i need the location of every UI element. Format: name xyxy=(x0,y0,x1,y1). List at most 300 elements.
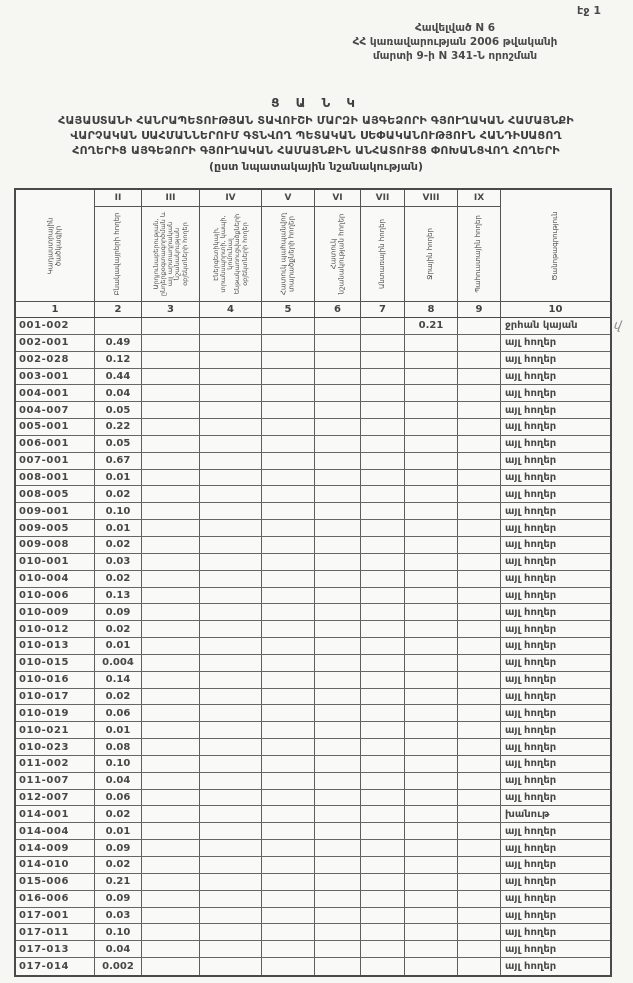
cell-cadastral-code: 010-004 xyxy=(16,571,95,587)
cell-note: այլ հողեր xyxy=(505,488,557,500)
cell-area-value-col6 xyxy=(315,537,361,553)
cell-area-value-col2: 0.06 xyxy=(95,790,142,806)
cell-area-value-col6 xyxy=(315,621,361,637)
cell-area-value-col4 xyxy=(200,840,262,856)
cell-area-value-col6 xyxy=(315,773,361,789)
cell-area-value-col6 xyxy=(315,958,361,975)
column-header-label-cell xyxy=(405,207,457,301)
cell-area-value-col6 xyxy=(315,739,361,755)
cell-area-value-col9 xyxy=(458,537,501,553)
cell-area-value-col4 xyxy=(200,621,262,637)
cell-area-value-col9 xyxy=(458,604,501,620)
cell-area-value-col4 xyxy=(200,436,262,452)
cell-area-value-col5 xyxy=(262,352,315,368)
cell-note: այլ հողեր xyxy=(505,421,557,433)
cell-area-value-col2: 0.09 xyxy=(95,604,142,620)
cell-note: այլ հողեր xyxy=(505,539,557,551)
table-row xyxy=(16,520,610,537)
appendix-line: ՀՀ կառավարության 2006 թվականի xyxy=(352,36,558,49)
table-row xyxy=(16,924,610,941)
cell-area-value-col2: 0.02 xyxy=(95,537,142,553)
cell-area-value-col8 xyxy=(405,352,458,368)
column-header-label-cell xyxy=(142,207,199,301)
cell-area-value-col3 xyxy=(142,958,200,975)
cell-area-value-col7 xyxy=(361,823,405,839)
cell-note: այլ հողեր xyxy=(505,640,557,652)
cell-cadastral-code: 007-001 xyxy=(16,453,95,469)
cell-area-value-col5 xyxy=(262,503,315,519)
table-row xyxy=(16,874,610,891)
cell-area-value-col6 xyxy=(315,588,361,604)
cell-area-value-col5 xyxy=(262,318,315,334)
column-number: 2 xyxy=(95,302,142,317)
cell-area-value-col3 xyxy=(142,436,200,452)
cell-area-value-col6 xyxy=(315,470,361,486)
cell-note: այլ հողեր xyxy=(505,707,557,719)
cell-area-value-col6 xyxy=(315,756,361,772)
cell-area-value-col5 xyxy=(262,756,315,772)
cell-area-value-col4 xyxy=(200,520,262,536)
cell-area-value-col3 xyxy=(142,722,200,738)
cell-area-value-col9 xyxy=(458,335,501,351)
column-header-2 xyxy=(95,190,142,301)
cell-area-value-col5 xyxy=(262,705,315,721)
cell-cadastral-code: 005-001 xyxy=(16,419,95,435)
cell-cadastral-code: 004-007 xyxy=(16,402,95,418)
column-header-label: Ծանոթագրություն xyxy=(550,210,559,281)
appendix-line: Հավելված N 6 xyxy=(414,22,496,34)
cell-area-value-col6 xyxy=(315,571,361,587)
cell-area-value-col9 xyxy=(458,352,501,368)
column-header-label-cell xyxy=(262,207,314,301)
cell-area-value-col6 xyxy=(315,520,361,536)
cell-area-value-col6 xyxy=(315,604,361,620)
column-header-label-cell xyxy=(200,207,261,301)
cell-area-value-col7 xyxy=(361,891,405,907)
cell-area-value-col7 xyxy=(361,503,405,519)
cell-area-value-col8 xyxy=(405,385,458,401)
cell-area-value-col8 xyxy=(405,840,458,856)
cell-area-value-col9 xyxy=(458,385,501,401)
cell-area-value-col8 xyxy=(405,537,458,553)
cell-area-value-col3 xyxy=(142,941,200,957)
cell-area-value-col8 xyxy=(405,571,458,587)
cell-area-value-col7 xyxy=(361,520,405,536)
table-row xyxy=(16,857,610,874)
column-header-label-cell xyxy=(315,207,360,301)
cell-area-value-col6 xyxy=(315,436,361,452)
cell-cadastral-code: 015-006 xyxy=(16,874,95,890)
cell-area-value-col3 xyxy=(142,419,200,435)
cell-area-value-col3 xyxy=(142,621,200,637)
cell-area-value-col5 xyxy=(262,554,315,570)
cell-cadastral-code: 002-028 xyxy=(16,352,95,368)
cell-area-value-col3 xyxy=(142,672,200,688)
cell-area-value-col2: 0.01 xyxy=(95,823,142,839)
cell-area-value-col9 xyxy=(458,773,501,789)
cell-area-value-col4 xyxy=(200,419,262,435)
cell-area-value-col4 xyxy=(200,739,262,755)
cell-area-value-col2: 0.01 xyxy=(95,722,142,738)
cell-cadastral-code: 006-001 xyxy=(16,436,95,452)
cell-area-value-col6 xyxy=(315,385,361,401)
handwritten-mark: վ xyxy=(612,317,623,333)
cell-cadastral-code: 010-012 xyxy=(16,621,95,637)
cell-area-value-col2: 0.02 xyxy=(95,857,142,873)
cell-area-value-col5 xyxy=(262,806,315,822)
cell-area-value-col4 xyxy=(200,369,262,385)
cell-area-value-col2: 0.01 xyxy=(95,520,142,536)
cell-area-value-col8 xyxy=(405,958,458,975)
cell-area-value-col2: 0.04 xyxy=(95,385,142,401)
cell-area-value-col6 xyxy=(315,857,361,873)
cell-area-value-col3 xyxy=(142,705,200,721)
cell-area-value-col9 xyxy=(458,823,501,839)
cell-area-value-col4 xyxy=(200,790,262,806)
page-number-label: էջ 1 xyxy=(577,4,601,17)
cell-area-value-col5 xyxy=(262,638,315,654)
cell-area-value-col9 xyxy=(458,571,501,587)
cell-area-value-col4 xyxy=(200,689,262,705)
title-line: ՎԱՐՉԱԿԱՆ ՍԱՀՄԱՆՆԵՐՈՒՄ ԳՏՆՎՈՂ ՊԵՏԱԿԱՆ ՍԵՓԱԿԱՆՈՒԹՅՈՒՆ ՀԱՆԴԻՍԱՑՈՂ xyxy=(70,129,562,143)
cell-area-value-col4 xyxy=(200,806,262,822)
column-number: 5 xyxy=(262,302,315,317)
cell-area-value-col6 xyxy=(315,823,361,839)
cell-cadastral-code: 010-001 xyxy=(16,554,95,570)
table-row xyxy=(16,891,610,908)
cell-note: այլ հողեր xyxy=(505,926,557,938)
cell-area-value-col2: 0.10 xyxy=(95,756,142,772)
cell-area-value-col5 xyxy=(262,924,315,940)
column-header-5 xyxy=(262,190,315,301)
cell-cadastral-code: 017-013 xyxy=(16,941,95,957)
cell-cadastral-code: 010-009 xyxy=(16,604,95,620)
cell-cadastral-code: 011-002 xyxy=(16,756,95,772)
cell-area-value-col3 xyxy=(142,537,200,553)
cell-area-value-col7 xyxy=(361,857,405,873)
cell-area-value-col5 xyxy=(262,453,315,469)
cell-area-value-col7 xyxy=(361,908,405,924)
cell-area-value-col8 xyxy=(405,402,458,418)
cell-area-value-col8 xyxy=(405,773,458,789)
column-number: 6 xyxy=(315,302,361,317)
cell-cadastral-code: 012-007 xyxy=(16,790,95,806)
cell-area-value-col2: 0.04 xyxy=(95,773,142,789)
cell-cadastral-code: 002-001 xyxy=(16,335,95,351)
column-roman-numeral: VII xyxy=(361,190,404,207)
cell-area-value-col3 xyxy=(142,874,200,890)
table-row xyxy=(16,958,610,975)
cell-cadastral-code: 009-001 xyxy=(16,503,95,519)
cell-area-value-col5 xyxy=(262,621,315,637)
table-row xyxy=(16,318,610,335)
cell-area-value-col2: 0.06 xyxy=(95,705,142,721)
column-number: 10 xyxy=(548,304,563,315)
cell-area-value-col7 xyxy=(361,621,405,637)
cell-area-value-col6 xyxy=(315,672,361,688)
cell-area-value-col7 xyxy=(361,352,405,368)
cell-area-value-col6 xyxy=(315,486,361,502)
column-header-label: Հատուկ նշանակության հողեր xyxy=(328,213,345,295)
cell-area-value-col8 xyxy=(405,908,458,924)
cell-area-value-col6 xyxy=(315,655,361,671)
cell-note: այլ հողեր xyxy=(505,758,557,770)
cell-area-value-col7 xyxy=(361,537,405,553)
cell-area-value-col8 xyxy=(405,672,458,688)
cell-area-value-col6 xyxy=(315,790,361,806)
title-subtitle: (ըստ նպատակային նշանակության) xyxy=(209,159,423,173)
cell-area-value-col8 xyxy=(405,604,458,620)
cell-area-value-col6 xyxy=(315,318,361,334)
cell-cadastral-code: 010-023 xyxy=(16,739,95,755)
cell-area-value-col7 xyxy=(361,470,405,486)
cell-area-value-col2: 0.02 xyxy=(95,806,142,822)
cell-area-value-col3 xyxy=(142,790,200,806)
cell-area-value-col3 xyxy=(142,520,200,536)
column-header-4 xyxy=(200,190,262,301)
cell-area-value-col5 xyxy=(262,486,315,502)
cell-area-value-col2: 0.13 xyxy=(95,588,142,604)
cell-area-value-col9 xyxy=(458,318,501,334)
cell-area-value-col7 xyxy=(361,756,405,772)
cell-note: այլ հողեր xyxy=(505,775,557,787)
cell-area-value-col6 xyxy=(315,908,361,924)
cell-area-value-col9 xyxy=(458,453,501,469)
column-header-label: Հատուկ պահպանվող տարածքների հողեր xyxy=(279,212,295,296)
cell-area-value-col4 xyxy=(200,705,262,721)
cell-area-value-col7 xyxy=(361,335,405,351)
column-number: 3 xyxy=(142,302,200,317)
cell-area-value-col8 xyxy=(405,941,458,957)
cell-area-value-col7 xyxy=(361,604,405,620)
cell-note: այլ հողեր xyxy=(505,842,557,854)
cell-area-value-col8 xyxy=(405,705,458,721)
cell-cadastral-code: 010-016 xyxy=(16,672,95,688)
column-number: 4 xyxy=(200,302,262,317)
cell-area-value-col9 xyxy=(458,790,501,806)
table-row xyxy=(16,554,610,571)
cell-area-value-col5 xyxy=(262,419,315,435)
cell-area-value-col8 xyxy=(405,436,458,452)
cell-area-value-col5 xyxy=(262,520,315,536)
cell-area-value-col6 xyxy=(315,924,361,940)
document-title-block xyxy=(8,96,624,173)
cell-area-value-col4 xyxy=(200,823,262,839)
table-row xyxy=(16,402,610,419)
cell-area-value-col8 xyxy=(405,790,458,806)
cell-area-value-col6 xyxy=(315,453,361,469)
cell-note: այլ հողեր xyxy=(505,455,557,467)
cell-area-value-col8 xyxy=(405,722,458,738)
cell-area-value-col7 xyxy=(361,722,405,738)
cell-area-value-col7 xyxy=(361,571,405,587)
cell-cadastral-code: 004-001 xyxy=(16,385,95,401)
cell-cadastral-code: 014-004 xyxy=(16,823,95,839)
cell-area-value-col2: 0.002 xyxy=(95,958,142,975)
cell-area-value-col9 xyxy=(458,436,501,452)
cell-area-value-col6 xyxy=(315,503,361,519)
table-row xyxy=(16,840,610,857)
cell-area-value-col9 xyxy=(458,840,501,856)
cell-area-value-col9 xyxy=(458,705,501,721)
cell-cadastral-code: 011-007 xyxy=(16,773,95,789)
column-roman-numeral: III xyxy=(142,190,199,207)
column-header-1 xyxy=(16,190,95,301)
cell-area-value-col4 xyxy=(200,402,262,418)
cell-cadastral-code: 014-009 xyxy=(16,840,95,856)
cell-area-value-col7 xyxy=(361,689,405,705)
cell-area-value-col2: 0.02 xyxy=(95,621,142,637)
table-row xyxy=(16,571,610,588)
cell-area-value-col3 xyxy=(142,891,200,907)
cell-area-value-col4 xyxy=(200,638,262,654)
cell-note: այլ հողեր xyxy=(505,573,557,585)
cell-area-value-col9 xyxy=(458,672,501,688)
cell-cadastral-code: 009-008 xyxy=(16,537,95,553)
cell-area-value-col9 xyxy=(458,941,501,957)
cell-note: այլ հողեր xyxy=(505,623,557,635)
cell-area-value-col4 xyxy=(200,604,262,620)
cell-area-value-col8 xyxy=(405,486,458,502)
cell-cadastral-code: 008-005 xyxy=(16,486,95,502)
column-header-10 xyxy=(501,190,610,301)
cell-area-value-col2: 0.02 xyxy=(95,689,142,705)
cell-area-value-col8 xyxy=(405,924,458,940)
cell-area-value-col5 xyxy=(262,588,315,604)
cell-area-value-col2: 0.05 xyxy=(95,402,142,418)
cell-area-value-col8 xyxy=(405,823,458,839)
table-row xyxy=(16,604,610,621)
column-header-label: Բնակավայրերի հողեր xyxy=(113,212,122,296)
cell-area-value-col9 xyxy=(458,756,501,772)
cell-area-value-col7 xyxy=(361,638,405,654)
cell-area-value-col9 xyxy=(458,520,501,536)
table-row xyxy=(16,470,610,487)
cell-area-value-col5 xyxy=(262,908,315,924)
cell-area-value-col7 xyxy=(361,402,405,418)
cell-area-value-col3 xyxy=(142,638,200,654)
cell-area-value-col5 xyxy=(262,790,315,806)
cell-note: այլ հողեր xyxy=(505,674,557,686)
column-header-7 xyxy=(361,190,405,301)
table-row xyxy=(16,739,610,756)
cell-area-value-col4 xyxy=(200,554,262,570)
cell-area-value-col7 xyxy=(361,941,405,957)
cell-area-value-col9 xyxy=(458,806,501,822)
cell-area-value-col9 xyxy=(458,722,501,738)
cell-area-value-col3 xyxy=(142,369,200,385)
column-number: 9 xyxy=(458,302,501,317)
cell-area-value-col3 xyxy=(142,773,200,789)
cell-note: այլ հողեր xyxy=(505,792,557,804)
cell-area-value-col4 xyxy=(200,588,262,604)
cell-area-value-col6 xyxy=(315,874,361,890)
table-row xyxy=(16,537,610,554)
cell-area-value-col3 xyxy=(142,908,200,924)
column-header-label-cell xyxy=(361,207,404,301)
cell-area-value-col5 xyxy=(262,571,315,587)
cell-area-value-col7 xyxy=(361,672,405,688)
cell-area-value-col9 xyxy=(458,739,501,755)
cell-area-value-col6 xyxy=(315,806,361,822)
cell-area-value-col9 xyxy=(458,621,501,637)
cell-area-value-col8 xyxy=(405,891,458,907)
cell-area-value-col9 xyxy=(458,638,501,654)
column-header-label: Պահուստային հողեր xyxy=(474,215,483,293)
column-header-9 xyxy=(458,190,501,301)
cell-note: այլ հողեր xyxy=(505,337,557,349)
cell-area-value-col8 xyxy=(405,655,458,671)
cell-area-value-col6 xyxy=(315,891,361,907)
cell-area-value-col6 xyxy=(315,369,361,385)
cell-area-value-col7 xyxy=(361,840,405,856)
cell-area-value-col6 xyxy=(315,689,361,705)
cell-area-value-col3 xyxy=(142,554,200,570)
cell-area-value-col5 xyxy=(262,537,315,553)
cell-note: այլ հողեր xyxy=(505,556,557,568)
cell-area-value-col6 xyxy=(315,722,361,738)
cell-area-value-col9 xyxy=(458,419,501,435)
column-number: 7 xyxy=(361,302,405,317)
cell-area-value-col2: 0.03 xyxy=(95,908,142,924)
cell-note: այլ հողեր xyxy=(505,825,557,837)
cell-note: այլ հողեր xyxy=(505,606,557,618)
cell-area-value-col5 xyxy=(262,470,315,486)
cell-area-value-col7 xyxy=(361,419,405,435)
table-row xyxy=(16,655,610,672)
cell-cadastral-code: 010-017 xyxy=(16,689,95,705)
column-header-label: Էներգետիկայի, տրանսպորտի, կապի, կոմունալ ենթակառուցվածքների օբյեկտների հողեր xyxy=(211,213,249,295)
cell-area-value-col8 xyxy=(405,419,458,435)
cell-area-value-col4 xyxy=(200,470,262,486)
appendix-line: մարտի 9-ի N 341-Ն որոշման xyxy=(372,50,538,63)
cell-area-value-col8 xyxy=(405,857,458,873)
cell-area-value-col9 xyxy=(458,655,501,671)
cell-area-value-col2: 0.004 xyxy=(95,655,142,671)
column-header-label: Ջրային հողեր xyxy=(426,228,435,280)
cell-area-value-col2: 0.05 xyxy=(95,436,142,452)
cell-area-value-col8 xyxy=(405,588,458,604)
table-row xyxy=(16,588,610,605)
cell-area-value-col6 xyxy=(315,705,361,721)
cell-area-value-col7 xyxy=(361,655,405,671)
cell-area-value-col8 xyxy=(405,874,458,890)
table-row xyxy=(16,756,610,773)
table-row xyxy=(16,369,610,386)
cell-area-value-col3 xyxy=(142,335,200,351)
cell-area-value-col4 xyxy=(200,352,262,368)
table-row xyxy=(16,689,610,706)
cell-area-value-col4 xyxy=(200,453,262,469)
cell-note: այլ հողեր xyxy=(505,893,557,905)
cell-area-value-col7 xyxy=(361,924,405,940)
table-row xyxy=(16,722,610,739)
table-row xyxy=(16,672,610,689)
land-parcels-table xyxy=(14,188,612,977)
cell-area-value-col6 xyxy=(315,419,361,435)
cell-area-value-col4 xyxy=(200,672,262,688)
cell-note: այլ հողեր xyxy=(505,404,557,416)
cell-area-value-col7 xyxy=(361,773,405,789)
cell-area-value-col5 xyxy=(262,689,315,705)
table-row xyxy=(16,908,610,925)
cell-area-value-col5 xyxy=(262,335,315,351)
cell-area-value-col3 xyxy=(142,503,200,519)
cell-cadastral-code: 014-001 xyxy=(16,806,95,822)
cell-area-value-col7 xyxy=(361,806,405,822)
cell-area-value-col4 xyxy=(200,874,262,890)
cell-area-value-col3 xyxy=(142,924,200,940)
